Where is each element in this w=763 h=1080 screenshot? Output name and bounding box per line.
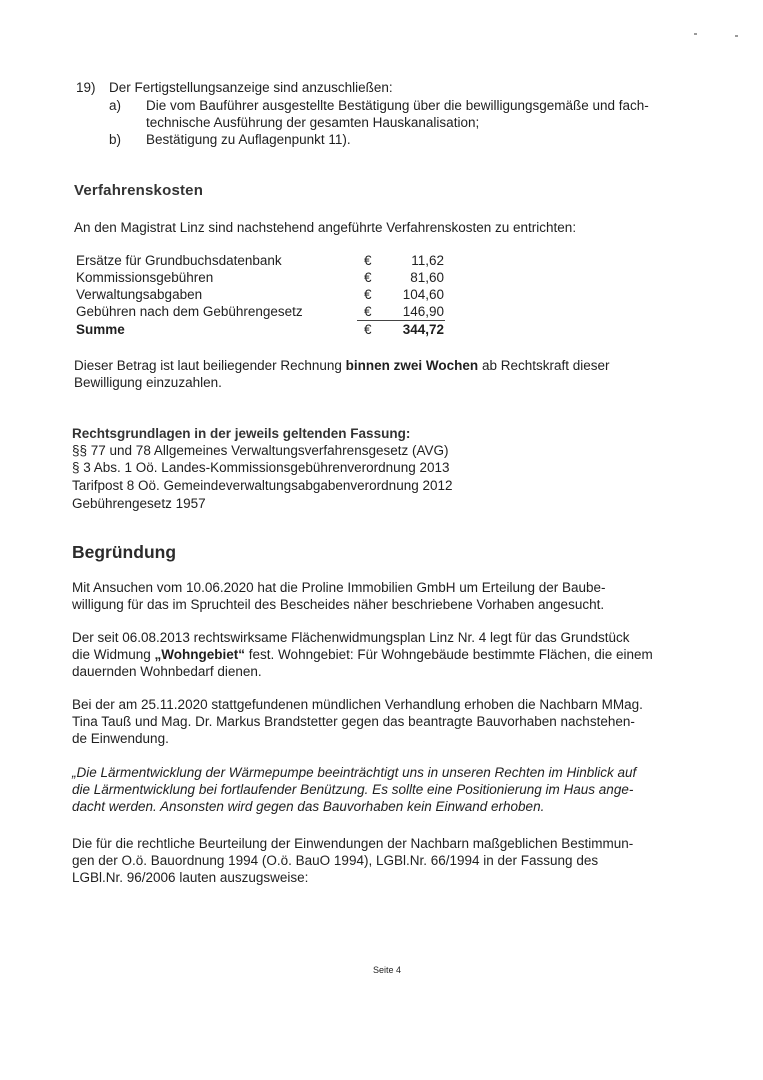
payment-note-text: Dieser Betrag ist laut beiliegender Rechnung [74, 358, 346, 373]
item-19a-line1: Die vom Bauführer ausgestellte Bestätigung über die bewilligungsgemäße und fach- [146, 98, 649, 113]
payment-note-line1 [74, 358, 610, 373]
reasoning-p3-line: de Einwendung. [72, 731, 169, 746]
cost-total-label: Summe [76, 322, 125, 337]
cost-row-value: 146,90 [402, 304, 444, 319]
cost-row-label: Verwaltungsabgaben [76, 287, 203, 302]
objection-quote-line: die Lärmentwicklung bei fortlaufender Benützung. Es sollte eine Positionierung im Haus ange- [72, 782, 634, 797]
item-19b-label: b) [109, 132, 122, 147]
item-19a-line2: technische Ausführung der gesamten Hauskanalisation; [146, 115, 480, 130]
costs-heading: Verfahrenskosten [74, 182, 204, 199]
item-19-text: Der Fertigstellungsanzeige sind anzuschließen: [109, 80, 393, 95]
reasoning-p4-line: LGBl.Nr. 96/2006 lauten auszugsweise: [72, 870, 309, 885]
reasoning-p1-line: Mit Ansuchen vom 10.06.2020 hat die Proline Immobilien GmbH um Erteilung der Baube- [72, 580, 606, 595]
cost-total-currency: € [364, 322, 372, 337]
reasoning-p2-line [72, 647, 653, 662]
cost-row-value: 81,60 [410, 270, 444, 285]
legal-heading: Rechtsgrundlagen in der jeweils geltenden Fassung: [72, 426, 411, 441]
reasoning-heading: Begründung [72, 542, 177, 562]
reasoning-p3-line: Bei der am 25.11.2020 stattgefundenen mündlichen Verhandlung erhoben die Nachbarn MMag. [72, 697, 643, 712]
legal-line: Tarifpost 8 Oö. Gemeindeverwaltungsabgabenverordnung 2012 [72, 478, 453, 493]
reasoning-p3-line: Tina Tauß und Mag. Dr. Markus Brandstetter gegen das beantragte Bauvorhaben nachstehen- [72, 714, 635, 729]
item-19-number: 19) [76, 80, 96, 95]
item-19b-text: Bestätigung zu Auflagenpunkt 11). [146, 132, 351, 147]
cost-row-currency: € [364, 270, 372, 285]
cost-row-label: Kommissionsgebühren [76, 270, 214, 285]
cost-row-label: Ersätze für Grundbuchsdatenbank [76, 253, 282, 268]
cost-row-currency: € [364, 287, 372, 302]
reasoning-p2-line: Der seit 06.08.2013 rechtswirksame Flächenwidmungsplan Linz Nr. 4 legt für das Grundstück [72, 630, 630, 645]
reasoning-p1-line: willigung für das im Spruchteil des Bescheides näher beschriebene Vorhaben angesucht. [72, 597, 605, 612]
cost-row-value: 11,62 [411, 253, 444, 268]
item-19a-label: a) [109, 98, 122, 113]
cost-row-value: 104,60 [402, 287, 444, 302]
objection-quote-line: dacht werden. Ansonsten wird gegen das Bauvorhaben kein Einwand erhoben. [72, 799, 545, 814]
cost-row-currency: € [364, 304, 372, 319]
reasoning-p4-line: Die für die rechtliche Beurteilung der Einwendungen der Nachbarn maßgeblichen Bestimmun- [72, 836, 634, 851]
legal-line: §§ 77 und 78 Allgemeines Verwaltungsverfahrensgesetz (AVG) [72, 443, 449, 458]
payment-deadline: binnen zwei Wochen [345, 358, 479, 373]
cost-row-label: Gebühren nach dem Gebührengesetz [76, 304, 303, 319]
reasoning-text: die Widmung [72, 647, 155, 662]
sum-divider [357, 320, 445, 321]
legal-line: Gebührengesetz 1957 [72, 496, 206, 511]
page-number: Seite 4 [373, 965, 402, 975]
zoning-designation: „Wohngebiet“ [154, 647, 246, 662]
legal-line: § 3 Abs. 1 Oö. Landes-Kommissionsgebührenverordnung 2013 [72, 460, 450, 475]
cost-row-currency: € [364, 253, 372, 268]
payment-note-line2: Bewilligung einzuzahlen. [74, 375, 222, 390]
reasoning-p4-line: gen der O.ö. Bauordnung 1994 (O.ö. BauO 1994), LGBl.Nr. 66/1994 in der Fassung des [72, 853, 599, 868]
objection-quote-line: „Die Lärmentwicklung der Wärmepumpe beeinträchtigt uns in unseren Rechten im Hinblick auf [72, 765, 637, 780]
payment-note-text: ab Rechtskraft dieser [478, 358, 610, 373]
scan-speck [694, 33, 697, 35]
cost-total-value: 344,72 [402, 322, 444, 337]
scan-speck [735, 35, 738, 37]
reasoning-p2-line: dauernden Wohnbedarf dienen. [72, 664, 262, 679]
costs-intro: An den Magistrat Linz sind nachstehend angeführte Verfahrenskosten zu entrichten: [74, 220, 577, 235]
reasoning-text: fest. Wohngebiet: Für Wohngebäude bestimmte Flächen, die einem [245, 647, 653, 662]
